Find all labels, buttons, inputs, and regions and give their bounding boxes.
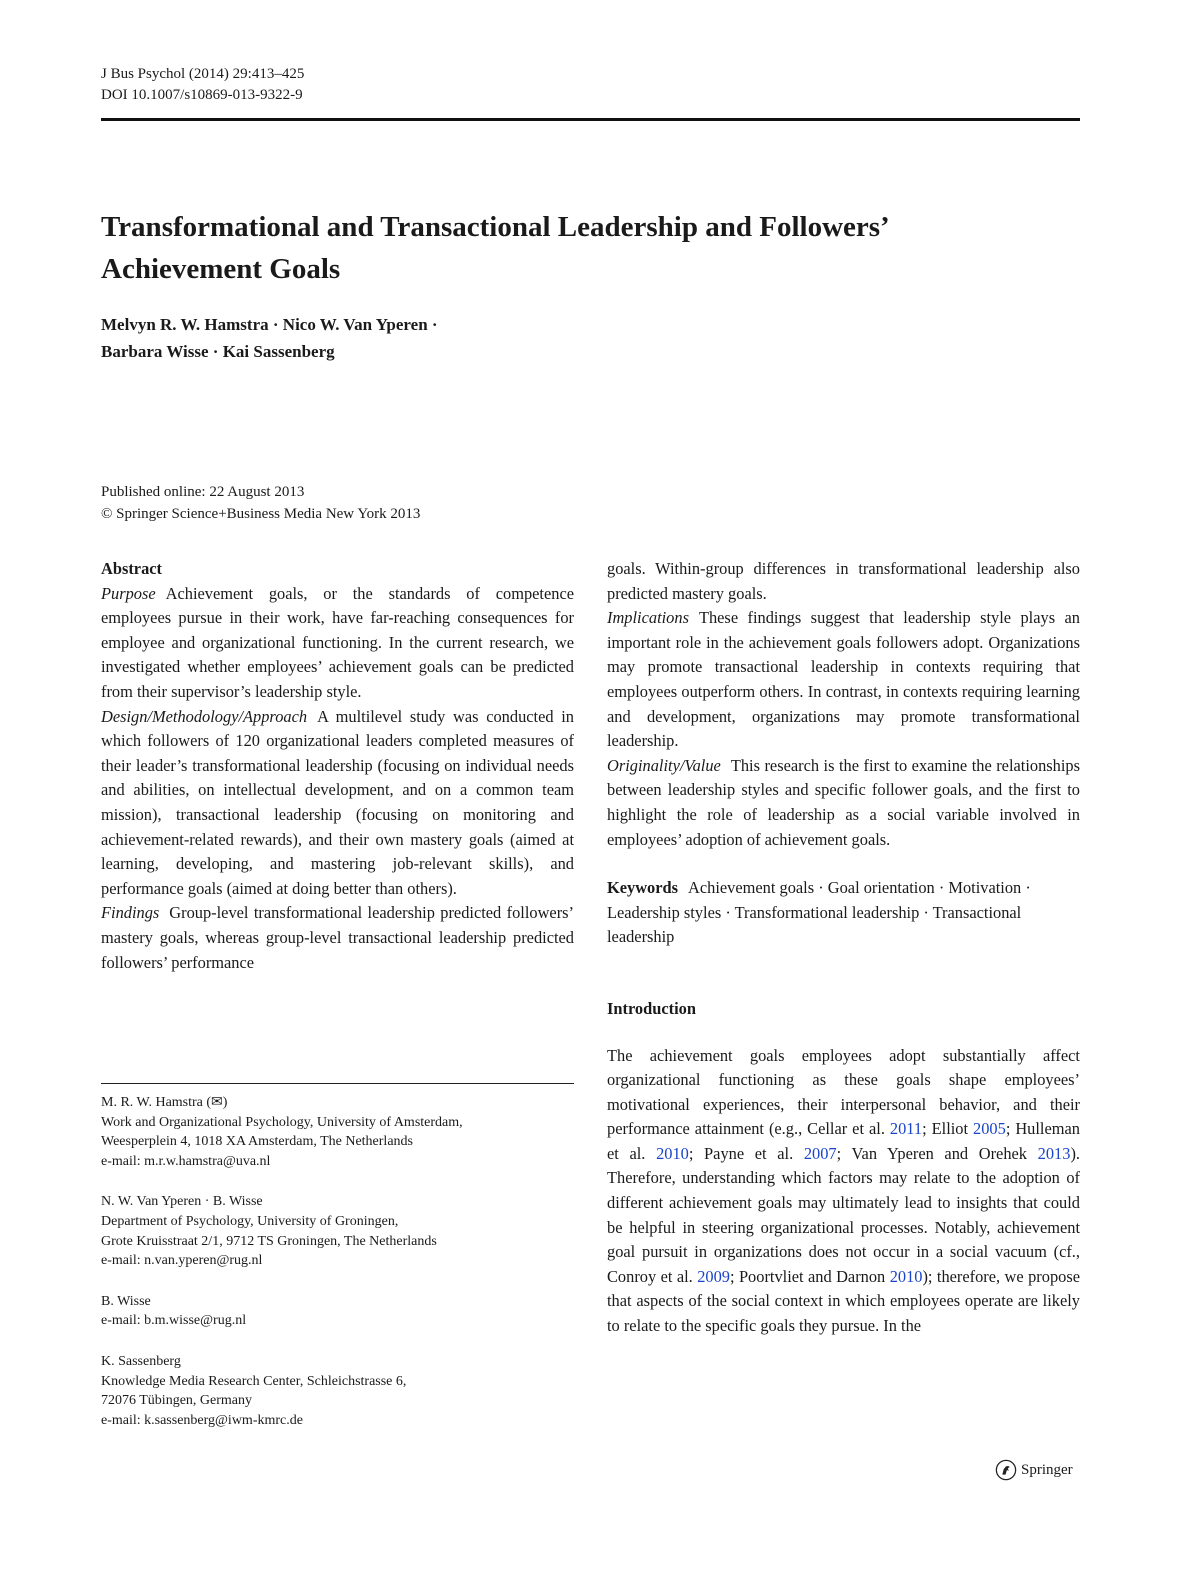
author-name: N. W. Van Yperen · B. Wisse: [101, 1194, 263, 1210]
citation-link[interactable]: 2010: [889, 1266, 923, 1286]
affiliation-sassenberg: [101, 1352, 574, 1430]
footnote-rule: [101, 1083, 574, 1084]
findings-label: Findings: [101, 903, 160, 923]
affiliation-vanyperen: [101, 1192, 574, 1270]
abstract-originality: [607, 754, 1080, 852]
intro-segment: ; Hulleman et al.: [607, 1119, 1080, 1163]
right-column: [607, 557, 1080, 1339]
introduction-text: [607, 1044, 1080, 1339]
author-name: M. R. W. Hamstra (✉): [101, 1095, 228, 1110]
findings-continued: goals. Within-group differences in transformational leadership also predicted mastery goals.: [607, 559, 1080, 603]
affiliation-line: Department of Psychology, University of Groningen,: [101, 1213, 399, 1229]
abstract-implications: [607, 606, 1080, 754]
publication-info: [101, 481, 420, 525]
intro-segment: ). Therefore, understanding which factors may relate to the adoption of different achievement goals may ultimately lead to insights that could be helpful in steering organizational processes. Notably, achievement goal pursuit in organizations does not occur in a social vacuum (cf., Conroy et al.: [607, 1143, 1080, 1286]
author-email[interactable]: e-mail: b.m.wisse@rug.nl: [101, 1313, 247, 1329]
citation-link[interactable]: 2005: [973, 1119, 1006, 1139]
author-name: K. Sassenberg: [101, 1353, 181, 1369]
author-email[interactable]: e-mail: m.r.w.hamstra@uva.nl: [101, 1153, 271, 1169]
left-column: [101, 557, 574, 975]
originality-text: This research is the first to examine the relationships between leadership styles and specific follower goals, and the first to highlight the role of leadership as a social variable involved in employees’ adoption of achievement goals.: [607, 755, 1080, 849]
header-rule: [101, 118, 1080, 121]
findings-text: Group-level transformational leadership predicted followers’ mastery goals, whereas group-level transactional leadership predicted followers’ performance: [101, 903, 574, 972]
publisher-name: Springer: [1021, 1461, 1073, 1478]
author-name: B. Wisse: [101, 1293, 151, 1309]
keywords-label: Keywords: [607, 878, 679, 898]
implications-label: Implications: [607, 608, 689, 628]
author-affiliations: [101, 1093, 574, 1451]
authors-line-1: Melvyn R. W. Hamstra · Nico W. Van Yperen ·: [101, 315, 438, 334]
published-online-date: Published online: 22 August 2013: [101, 484, 305, 500]
intro-segment: The achievement goals employees adopt substantially affect organizational functioning as these goals shape employees’ motivational experiences, their interpersonal behavior, and their performance attainment (e.g., Cellar et al.: [607, 1045, 1080, 1139]
citation-link[interactable]: 2007: [803, 1143, 837, 1163]
journal-doi[interactable]: DOI 10.1007/s10869-013-9322-9: [101, 87, 303, 103]
journal-citation: J Bus Psychol (2014) 29:413–425: [101, 66, 305, 82]
affiliation-hamstra: [101, 1093, 574, 1171]
intro-segment: ; Payne et al.: [688, 1143, 804, 1163]
abstract-heading: Abstract: [101, 559, 162, 578]
intro-segment: ; Elliot: [922, 1119, 974, 1139]
design-text: A multilevel study was conducted in which followers of 120 organizational leaders completed measures of their leader’s transformational leadership (focusing on individual needs and abilities, on intellectual development, and on a common team mission), transactional leadership (focusing on monitoring and achievement-related rewards), and their own mastery goals (aimed at learning, developing, and mastering job-relevant skills), and performance goals (aimed at doing better than others).: [101, 706, 574, 898]
intro-segment: ; Poortvliet and Darnon: [729, 1266, 890, 1286]
author-email[interactable]: e-mail: k.sassenberg@iwm-kmrc.de: [101, 1412, 303, 1428]
title-line-1: Transformational and Transactional Leadership and Followers’: [101, 211, 890, 243]
originality-label: Originality/Value: [607, 755, 721, 775]
citation-link[interactable]: 2011: [889, 1119, 923, 1139]
affiliation-line: Weesperplein 4, 1018 XA Amsterdam, The Netherlands: [101, 1134, 413, 1150]
author-email[interactable]: e-mail: n.van.yperen@rug.nl: [101, 1253, 263, 1269]
affiliation-line: 72076 Tübingen, Germany: [101, 1393, 252, 1409]
abstract-findings: [101, 901, 574, 975]
intro-segment: ; Van Yperen and Orehek: [836, 1143, 1038, 1163]
keywords-text: Achievement goals · Goal orientation · Motivation · Leadership styles · Transformational leadership · Transactional leadership: [607, 878, 1031, 947]
keywords: [607, 876, 1080, 950]
journal-header: [101, 64, 304, 106]
title-line-2: Achievement Goals: [101, 253, 341, 285]
design-label: Design/Methodology/Approach: [101, 706, 308, 726]
springer-horse-icon: [995, 1459, 1017, 1481]
authors-line-2: Barbara Wisse · Kai Sassenberg: [101, 342, 335, 361]
citation-link[interactable]: 2009: [697, 1266, 730, 1286]
abstract-purpose: [101, 582, 574, 705]
purpose-text: Achievement goals, or the standards of competence employees pursue in their work, have far-reaching consequences for employee and organizational functioning. In the current research, we investigated whether employees’ achievement goals can be predicted from their supervisor’s leadership style.: [101, 583, 574, 701]
article-title: [101, 206, 1081, 290]
citation-link[interactable]: 2013: [1037, 1143, 1071, 1163]
introduction-heading: Introduction: [607, 998, 696, 1018]
publisher-logo: [995, 1459, 1073, 1481]
affiliation-line: Work and Organizational Psychology, University of Amsterdam,: [101, 1114, 463, 1130]
purpose-label: Purpose: [101, 583, 156, 603]
author-list: [101, 311, 438, 365]
citation-link[interactable]: 2010: [656, 1143, 689, 1163]
affiliation-wisse: [101, 1292, 574, 1331]
copyright-notice: © Springer Science+Business Media New York 2013: [101, 506, 421, 522]
affiliation-line: Knowledge Media Research Center, Schleichstrasse 6,: [101, 1373, 407, 1389]
intro-segment: ); therefore, we propose that aspects of the social context in which employees operate are likely to relate to the specific goals they pursue. In the: [607, 1266, 1080, 1336]
abstract-design: [101, 705, 574, 902]
affiliation-line: Grote Kruisstraat 2/1, 9712 TS Groningen, The Netherlands: [101, 1233, 437, 1249]
implications-text: These findings suggest that leadership style plays an important role in the achievement goals followers adopt. Organizations may promote transactional leadership in contexts requiring that employees outperform others. In contrast, in contexts requiring learning and development, organizations may promote transformational leadership.: [607, 608, 1080, 751]
